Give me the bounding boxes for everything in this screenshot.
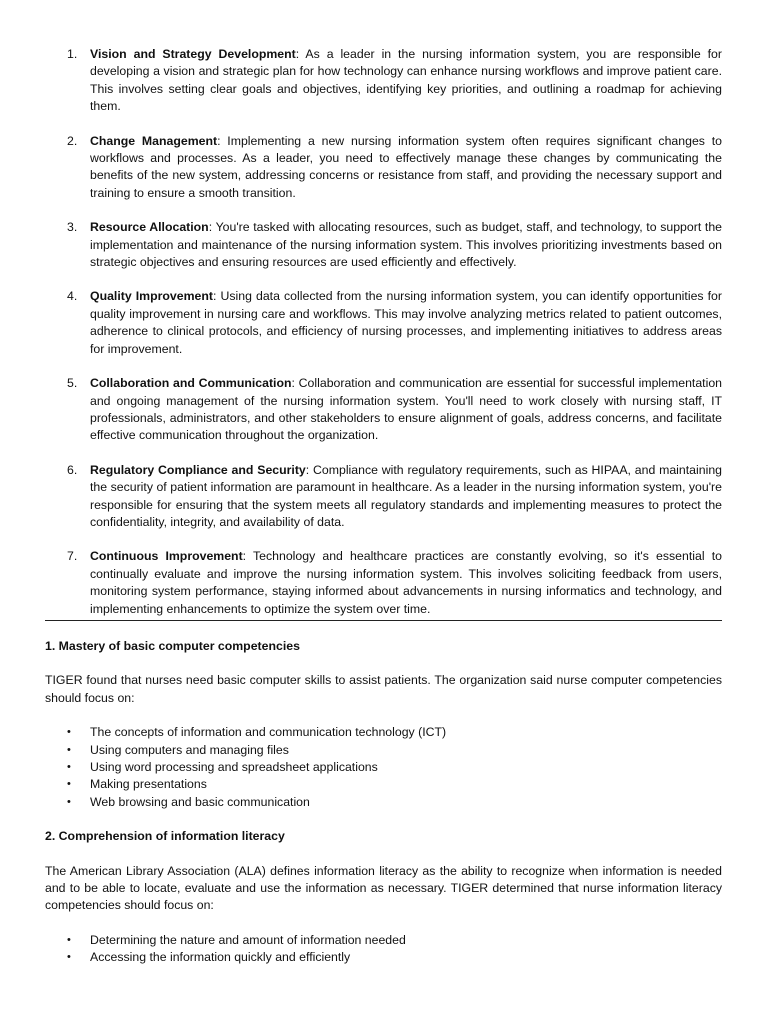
bullet-icon: • xyxy=(67,951,71,964)
item-number: 5. xyxy=(67,376,78,391)
section-paragraph: TIGER found that nurses need basic computer skills to assist patients. The organization said nurse computer competencies should focus on: xyxy=(45,673,722,705)
item-term: Continuous Improvement xyxy=(90,549,243,564)
bullet-list xyxy=(45,724,722,811)
list-item xyxy=(45,794,722,811)
item-text: : Implementing a new nursing information system often requires significant changes to workflows and processes. As a leader, you need to effectively manage these changes by communicating the benefits of the new system, addressing concerns or resistance from staff, and providing the necessary support and training to ensure a smooth transition. xyxy=(90,133,722,200)
item-text: : Technology and healthcare practices are constantly evolving, so it's essential to continually evaluate and improve the nursing information system. This involves soliciting feedback from users, monitoring system performance, staying informed about advancements in nursing informatics and technology, and implementing enhancements to optimize the system over time. xyxy=(90,549,722,616)
section-paragraph: The American Library Association (ALA) defines information literacy as the ability to recognize when information is needed and to be able to locate, evaluate and use the information as necessary. TIGER determined that nurse information literacy competencies should focus on: xyxy=(45,863,722,913)
list-item xyxy=(45,462,722,532)
bullet-list xyxy=(45,932,722,967)
list-item xyxy=(45,548,722,618)
bullet-text: Using computers and managing files xyxy=(90,742,289,757)
item-number: 1. xyxy=(67,47,78,61)
responsibilities-list xyxy=(45,46,722,621)
bullet-text: The concepts of information and communication technology (ICT) xyxy=(90,725,447,740)
bullet-icon: • xyxy=(67,761,71,773)
list-item xyxy=(45,742,722,759)
section-heading: 1. Mastery of basic computer competencies xyxy=(45,638,300,653)
item-number: 6. xyxy=(67,462,78,477)
list-item xyxy=(45,949,722,966)
list-item xyxy=(45,724,722,741)
item-number: 4. xyxy=(67,289,78,304)
list-item xyxy=(45,375,722,445)
item-term: Change Management xyxy=(90,133,218,148)
item-text: : As a leader in the nursing information system, you are responsible for developing a vision and strategic plan for how technology can enhance nursing workflows and improve patient care. This involves setting clear goals and objectives, identifying key priorities, and outlining a roadmap for achieving them. xyxy=(90,47,722,114)
bullet-icon: • xyxy=(67,933,71,946)
item-number: 2. xyxy=(67,133,78,148)
list-item xyxy=(45,759,722,776)
section-heading: 2. Comprehension of information literacy xyxy=(45,829,285,844)
list-item xyxy=(45,133,722,203)
list-item xyxy=(45,219,722,271)
list-item xyxy=(45,288,722,358)
item-term: Resource Allocation xyxy=(90,220,209,235)
item-term: Vision and Strategy Development xyxy=(90,47,296,61)
item-term: Regulatory Compliance and Security xyxy=(90,462,306,477)
bullet-icon: • xyxy=(67,726,71,739)
bullet-icon: • xyxy=(67,743,71,756)
item-text: : Compliance with regulatory requirements, such as HIPAA, and maintaining the security of patient information are paramount in healthcare. As a leader in the nursing information system, you're responsible for ensuring that the system meets all regulatory standards and implementing measures to protect the confidentiality, integrity, and availability of data. xyxy=(90,462,722,529)
list-item xyxy=(45,46,722,116)
bullet-text: Accessing the information quickly and efficiently xyxy=(90,950,351,965)
item-term: Quality Improvement xyxy=(90,289,213,304)
item-number: 3. xyxy=(67,220,78,235)
item-term: Collaboration and Communication xyxy=(90,376,292,391)
bullet-text: Using word processing and spreadsheet applications xyxy=(90,760,378,774)
item-text: : Using data collected from the nursing information system, you can identify opportunities for quality improvement in nursing care and workflows. This may involve analyzing metrics related to patient outcomes, adherence to clinical protocols, and efficiency of nursing processes, and implementing initiatives to address areas for improvement. xyxy=(90,289,722,356)
list-item xyxy=(45,932,722,949)
bullet-icon: • xyxy=(67,778,71,791)
document-page xyxy=(45,46,722,984)
item-text: : Collaboration and communication are essential for successful implementation and ongoing management of the nursing information system. You'll need to work closely with nursing staff, IT professionals, administrators, and other stakeholders to ensure alignment of goals, address concerns, and facilitate effective communication throughout the organization. xyxy=(90,376,722,443)
list-item xyxy=(45,776,722,793)
item-text: : You're tasked with allocating resources, such as budget, staff, and technology, to support the implementation and maintenance of the nursing information system. This involves prioritizing investments based on strategic objectives and ensuring resources are used efficiently and effectively. xyxy=(90,220,722,270)
bullet-text: Determining the nature and amount of information needed xyxy=(90,932,406,947)
bullet-text: Making presentations xyxy=(90,777,207,792)
item-number: 7. xyxy=(67,549,78,564)
bullet-icon: • xyxy=(67,795,71,808)
bullet-text: Web browsing and basic communication xyxy=(90,794,310,809)
